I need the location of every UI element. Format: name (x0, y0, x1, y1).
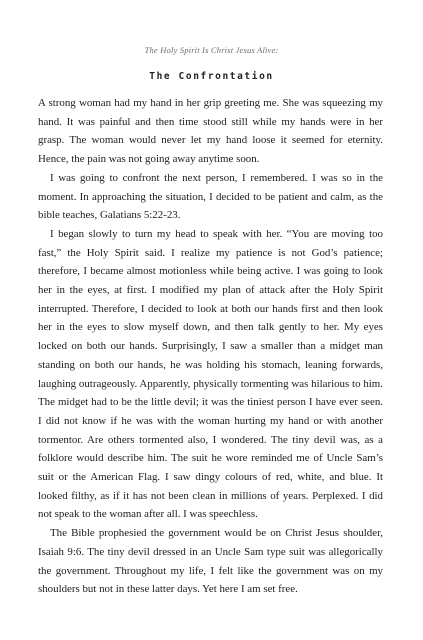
chapter-title: The Confrontation (149, 71, 274, 82)
body-text (38, 94, 383, 599)
running-head: The Holy Spirit Is Christ Jesus Alive: (144, 45, 279, 55)
paragraph: I began slowly to turn my head to speak with her. “You are moving too fast,” the Holy Spirit said. I realize my patience is not God’s patience; therefore, I became almost motionless while being active. I was going to look her in the eyes, at first. I modified my plan of attack after the Holy Spirit interrupted. Therefore, I decided to look at both our hands first and then look her in the eyes to slow myself down, and then talk gently to her. My eyes locked on both our hands. Surprisingly, I saw a smaller than a midget man standing on both our hands, he was holding his stomach, leaning forwards, laughing outrageously. Apparently, physically tormenting was hilarious to him. The midget had to be the little devil; it was the tiniest person I have ever seen. I did not know if he was with the woman hurting my hand or with another tormentor. Are others tormented also, I wondered. The tiny devil was, as a folklore would describe him. The suit he wore reminded me of Uncle Sam’s suit or the American Flag. I saw dingy colours of red, white, and blue. It looked filthy, as if it has not been clean in millions of years. Perplexed. I did not speak to the woman after all. I was speechless. (38, 227, 383, 521)
paragraph: I was going to confront the next person, I remembered. I was so in the moment. In approaching the situation, I decided to be patient and calm, as the bible teaches, Galatians 5:22-23. (38, 171, 383, 222)
paragraph: The Bible prophesied the government would be on Christ Jesus shoulder, Isaiah 9:6. The tiny devil dressed in an Uncle Sam type suit was allegorically the government. Throughout my life, I felt like the government was on my shoulders but not in these latter days. Yet here I am set free. (38, 527, 383, 596)
paragraph: A strong woman had my hand in her grip greeting me. She was squeezing my hand. It was painful and then time stood still while my hands were in her grasp. The woman would never let my hand loose it seemed for eternity. Hence, the pain was not going away anytime soon. (38, 97, 383, 166)
